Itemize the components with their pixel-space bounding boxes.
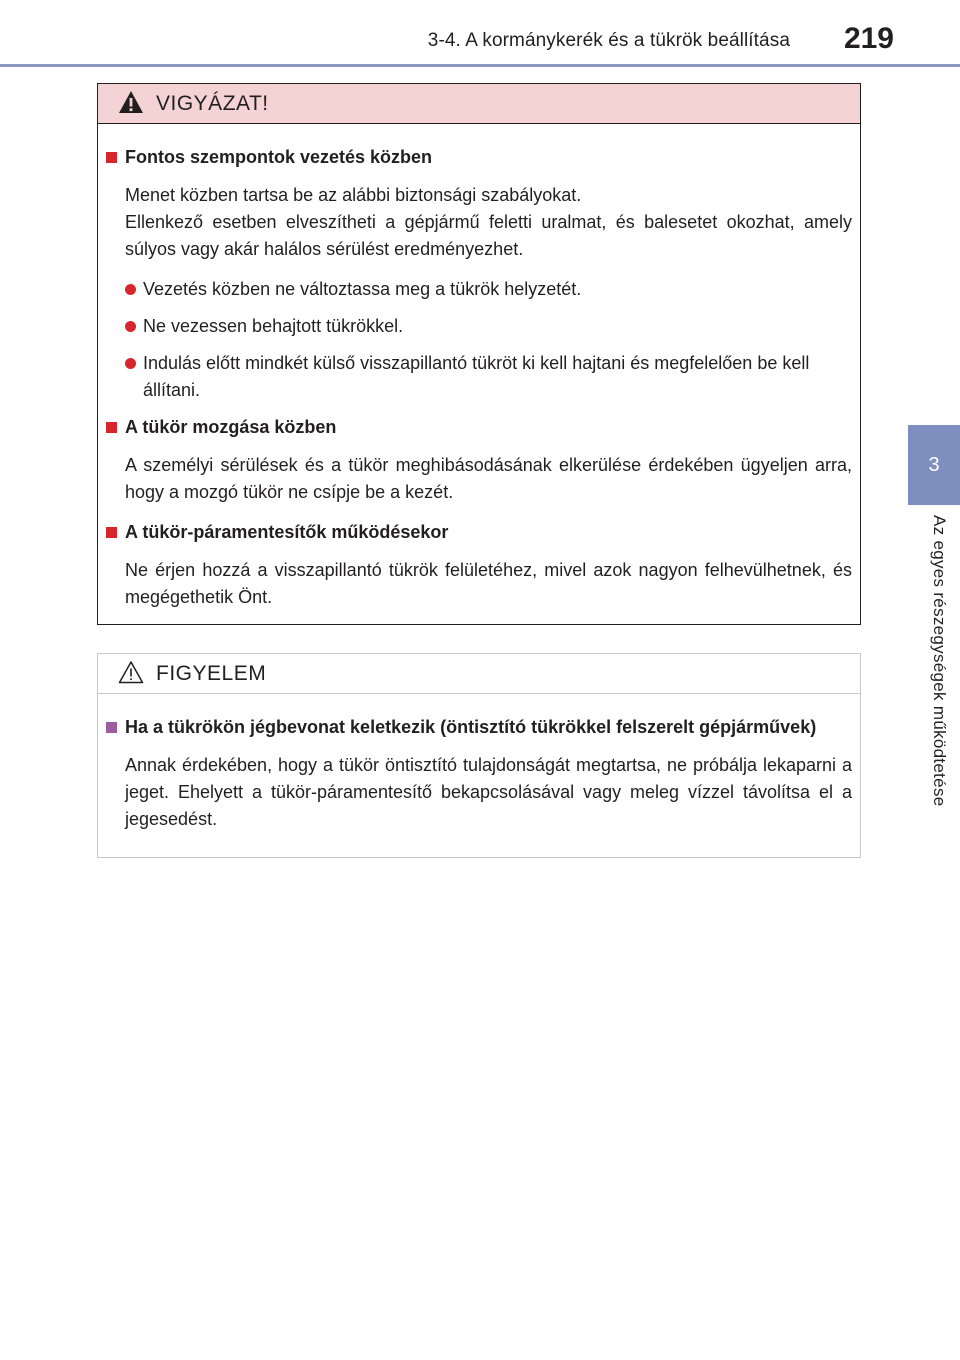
- section-title: 3-4. A kormánykerék és a tükrök beállítása: [427, 30, 790, 51]
- notice-triangle-icon: [118, 660, 144, 684]
- section-marker-icon: [106, 422, 117, 433]
- notice-header: [98, 654, 860, 694]
- warning-section-text: Menet közben tartsa be az alábbi biztonsági szabályokat. Ellenkező esetben elveszítheti a gépjármű feletti uralmat, és balesetet okozhat, amely súlyos vagy akár halálos sérülést eredményezhet.: [125, 185, 852, 259]
- list-item: Indulás előtt mindkét külső visszapillantó tükröt ki kell hajtani és megfelelően be kell állítani.: [106, 350, 852, 404]
- chapter-label: Az egyes részegységek működtetése: [930, 515, 949, 807]
- section-marker-icon: [106, 527, 117, 538]
- section-marker-icon: [106, 152, 117, 163]
- warning-title: VIGYÁZAT!: [156, 91, 269, 115]
- section-marker-icon: [106, 722, 117, 733]
- warning-section-heading: Fontos szempontok vezetés közben: [106, 144, 852, 171]
- bullet-icon: [125, 284, 136, 295]
- header-rule: [0, 64, 960, 67]
- bullet-icon: [125, 321, 136, 332]
- warning-section-heading: A tükör-páramentesítők működésekor: [106, 519, 852, 546]
- warning-section-text: A személyi sérülések és a tükör meghibásodásának elkerülése érdekében ügyeljen arra, hogy a mozgó tükör ne csípje be a kezét.: [125, 455, 852, 502]
- chapter-number: 3: [928, 453, 940, 476]
- page-number: 219: [843, 22, 894, 55]
- notice-section-text: Annak érdekében, hogy a tükör öntisztító tulajdonságát megtartsa, ne próbálja lekaparni a jeget. Ehelyett a tükör-páramentesítő bekapcsolásával vagy meleg vízzel távolítsa el a jegesedést.: [125, 755, 852, 829]
- notice-title: FIGYELEM: [156, 661, 267, 685]
- list-item: Vezetés közben ne változtassa meg a tükrök helyzetét.: [106, 276, 852, 303]
- page-header: [0, 0, 960, 70]
- notice-box: [97, 653, 861, 858]
- warning-triangle-icon: [118, 90, 144, 114]
- list-item: Ne vezessen behajtott tükrökkel.: [106, 313, 852, 340]
- notice-section-heading: Ha a tükrökön jégbevonat keletkezik (öntisztító tükrökkel felszerelt gépjárművek): [106, 714, 852, 741]
- warning-section-heading: A tükör mozgása közben: [106, 414, 852, 441]
- notice-body: [98, 694, 860, 833]
- warning-section-text: Ne érjen hozzá a visszapillantó tükrök felületéhez, mivel azok nagyon felhevülhetnek, és megégethetik Önt.: [125, 560, 852, 607]
- warning-header: [98, 84, 860, 124]
- bullet-icon: [125, 358, 136, 369]
- warning-body: [98, 124, 860, 611]
- chapter-tab: [908, 425, 960, 505]
- warning-box: [97, 83, 861, 625]
